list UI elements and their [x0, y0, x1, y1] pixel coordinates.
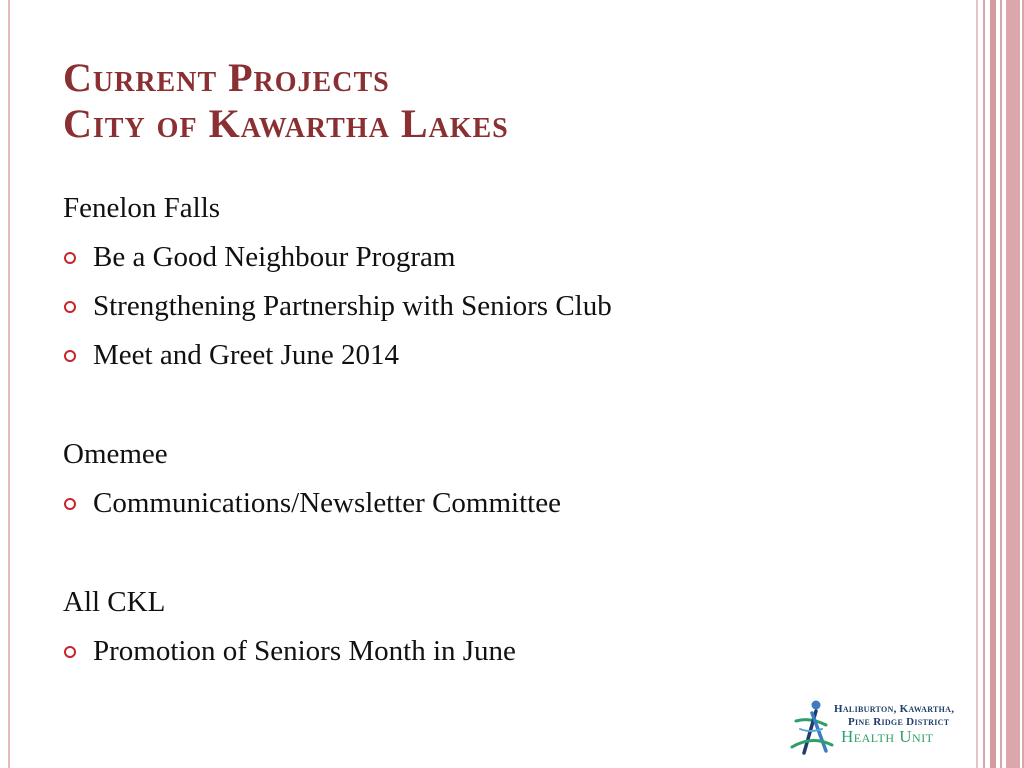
- health-unit-logo: [786, 695, 976, 761]
- health-unit-figure-icon: [786, 695, 834, 761]
- section-label-fenelon-falls: Fenelon Falls: [63, 192, 221, 224]
- left-border-rule: [8, 0, 10, 768]
- bullet-circle-icon: [64, 252, 76, 264]
- bullet-text: Be a Good Neighbour Program: [93, 241, 456, 273]
- logo-text-line-2: Pine Ridge District: [848, 716, 950, 728]
- bullet-circle-icon: [64, 350, 76, 362]
- bullet-circle-icon: [64, 646, 76, 658]
- band-stripe-3: [990, 0, 996, 768]
- section-spacer: [63, 384, 963, 434]
- band-stripe-4: [1000, 0, 1002, 768]
- bullet-item: [63, 483, 963, 532]
- bullet-item: [63, 286, 963, 335]
- bullet-text: Promotion of Seniors Month in June: [93, 635, 516, 667]
- bullet-item: [63, 631, 963, 680]
- bullet-text: Strengthening Partnership with Seniors Club: [93, 290, 612, 322]
- band-stripe-2: [983, 0, 985, 768]
- bullet-text: Meet and Greet June 2014: [93, 339, 400, 371]
- band-stripe-5: [1006, 0, 1020, 768]
- bullet-item: [63, 237, 963, 286]
- section-label-all-ckl: All CKL: [63, 586, 166, 618]
- section-spacer: [63, 532, 963, 582]
- logo-text-line-3: Health Unit: [841, 727, 934, 746]
- bullet-text: Communications/Newsletter Committee: [93, 487, 561, 519]
- bullet-circle-icon: [64, 301, 76, 313]
- slide-title: [63, 55, 509, 147]
- bullet-item: [63, 335, 963, 384]
- band-stripe-1: [976, 0, 978, 768]
- section-label-omemee: Omemee: [63, 438, 168, 470]
- bullet-circle-icon: [64, 498, 76, 510]
- slide-body: [63, 188, 963, 680]
- logo-text-line-1: Haliburton, Kawartha,: [834, 703, 955, 715]
- slide-title-line-2: City of Kawartha Lakes: [63, 101, 509, 146]
- slide-title-line-1: Current Projects: [63, 55, 390, 100]
- right-decorative-band: [976, 0, 1024, 768]
